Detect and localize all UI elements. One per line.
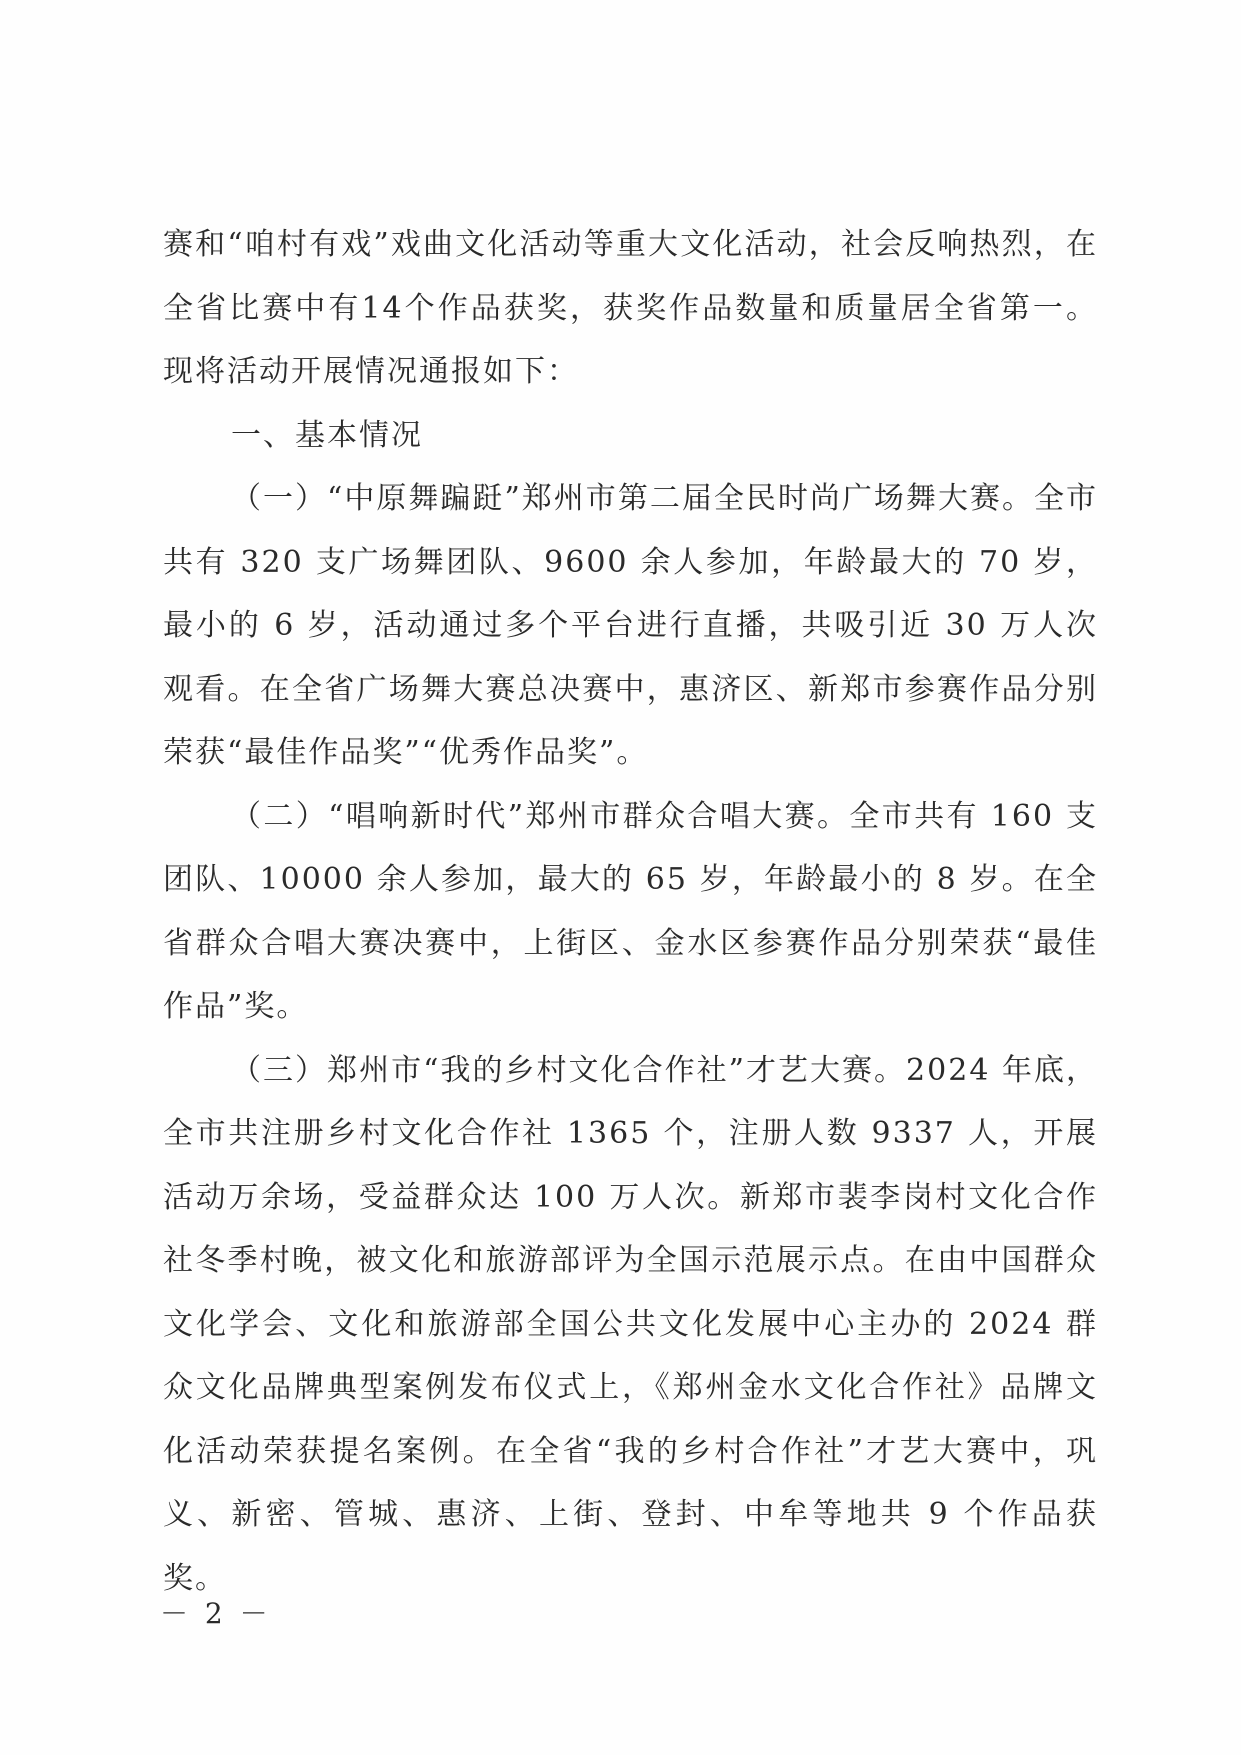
page-number: － 2 － xyxy=(160,1597,272,1630)
intro-paragraph: 赛和“咱村有戏”戏曲文化活动等重大文化活动，社会反响热烈，在全省比赛中有14个作品获奖，获奖作品数量和质量居全省第一。现将活动开展情况通报如下： xyxy=(163,227,1098,389)
item-paragraph-1: （一）“中原舞蹁跹”郑州市第二届全民时尚广场舞大赛。全市共有 320 支广场舞团队、9600 余人参加，年龄最大的 70 岁，最小的 6 岁，活动通过多个平台进行直播，共吸引近 30 万人次观看。在全省广场舞大赛总决赛中，惠济区、新郑市参赛作品分别荣获“最佳作品奖”“优秀作品奖”。 xyxy=(163,481,1098,770)
item-paragraph-2: （二）“唱响新时代”郑州市群众合唱大赛。全市共有 160 支团队、10000 余人参加，最大的 65 岁，年龄最小的 8 岁。在全省群众合唱大赛决赛中，上街区、金水区参赛作品分别荣获“最佳作品”奖。 xyxy=(163,798,1098,1024)
section-heading: 一、基本情况 xyxy=(231,417,423,453)
item-paragraph-3: （三）郑州市“我的乡村文化合作社”才艺大赛。2024 年底，全市共注册乡村文化合作社 1365 个，注册人数 9337 人，开展活动万余场，受益群众达 100 万人次。新郑市裴李岗村文化合作社冬季村晚，被文化和旅游部评为全国示范展示点。在由中国群众文化学会、文化和旅游部全国公共文化发展中心主办的 2024 群众文化品牌典型案例发布仪式上，《郑州金水文化合作社》品牌文化活动荣获提名案例。在全省“我的乡村合作社”才艺大赛中，巩义、新密、管城、惠济、上街、登封、中牟等地共 9 个作品获奖。 xyxy=(163,1052,1098,1596)
document-body xyxy=(163,213,1098,1610)
